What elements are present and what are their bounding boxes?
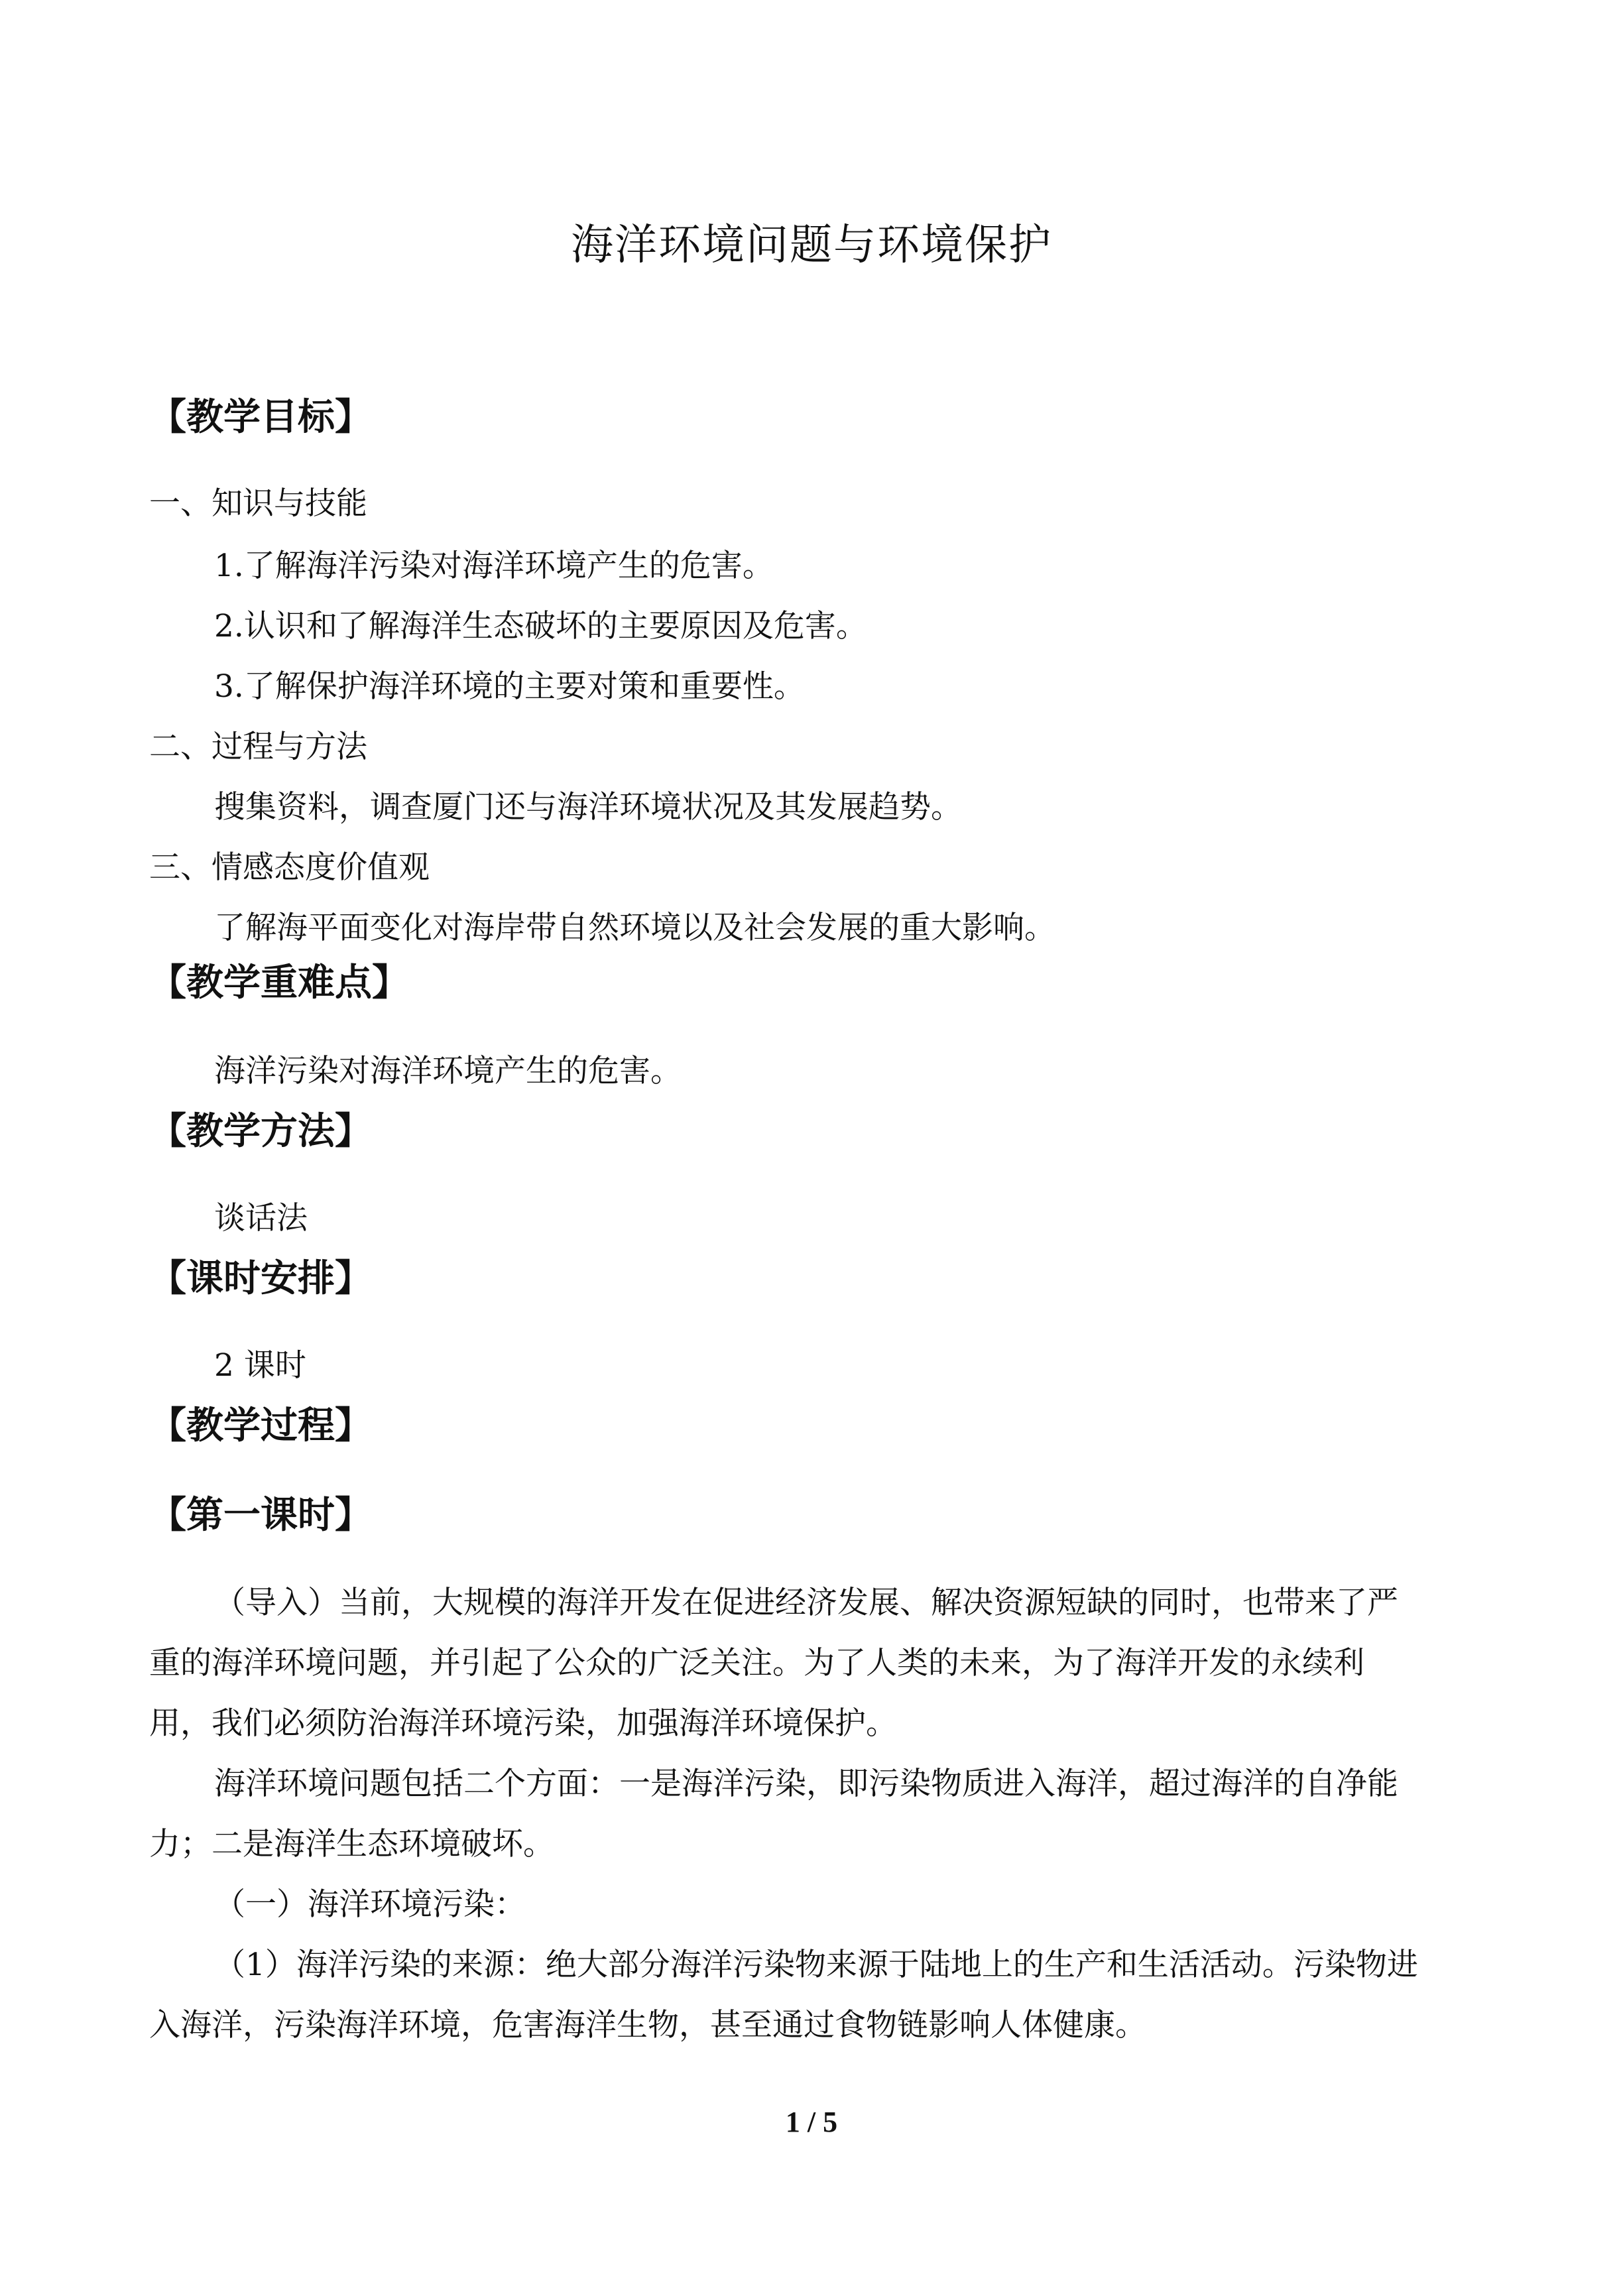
method-text: 谈话法 (214, 1200, 308, 1237)
pollution-section-title: （一）海洋环境污染： (214, 1886, 526, 1923)
intro-paragraph-line: 用，我们必须防治海洋环境污染，加强海洋环境保护。 (149, 1705, 897, 1742)
section-knowledge-title: 一、知识与技能 (149, 485, 367, 522)
problems-paragraph-line: 力；二是海洋生态环境破坏。 (149, 1826, 554, 1862)
heading-lesson-one: 【第一课时】 (149, 1493, 372, 1537)
schedule-text: 2 课时 (214, 1347, 306, 1384)
key-points-text: 海洋污染对海洋环境产生的危害。 (214, 1053, 682, 1089)
intro-paragraph-line: （导入）当前，大规模的海洋开发在促进经济发展、解决资源短缺的同时，也带来了严 (214, 1585, 1398, 1621)
knowledge-item: 1.了解海洋污染对海洋环境产生的危害。 (214, 548, 774, 584)
section-process-title: 二、过程与方法 (149, 729, 367, 765)
section-attitude-title: 三、情感态度价值观 (149, 849, 430, 886)
heading-schedule: 【课时安排】 (149, 1256, 372, 1300)
source-paragraph-line: 入海洋，污染海洋环境，危害海洋生物，甚至通过食物链影响人体健康。 (149, 2007, 1146, 2043)
heading-key-points: 【教学重难点】 (149, 961, 409, 1004)
intro-paragraph-line: 重的海洋环境问题，并引起了公众的广泛关注。为了人类的未来，为了海洋开发的永续利 (149, 1645, 1364, 1681)
problems-paragraph-line: 海洋环境问题包括二个方面：一是海洋污染，即污染物质进入海洋，超过海洋的自净能 (214, 1766, 1398, 1802)
source-paragraph-line: （1）海洋污染的来源：绝大部分海洋污染物来源于陆地上的生产和生活活动。污染物进 (214, 1947, 1418, 1983)
heading-teaching-process: 【教学过程】 (149, 1404, 372, 1447)
knowledge-item: 3.了解保护海洋环境的主要对策和重要性。 (214, 668, 805, 705)
document-title: 海洋环境问题与环境保护 (571, 221, 1052, 270)
page-number: 1 / 5 (785, 2106, 838, 2138)
section-process-text: 搜集资料，调查厦门还与海洋环境状况及其发展趋势。 (214, 789, 962, 825)
knowledge-item: 2.认识和了解海洋生态破坏的主要原因及危害。 (214, 608, 867, 644)
section-attitude-text: 了解海平面变化对海岸带自然环境以及社会发展的重大影响。 (214, 910, 1055, 946)
heading-objectives: 【教学目标】 (149, 395, 372, 439)
heading-method: 【教学方法】 (149, 1109, 372, 1153)
